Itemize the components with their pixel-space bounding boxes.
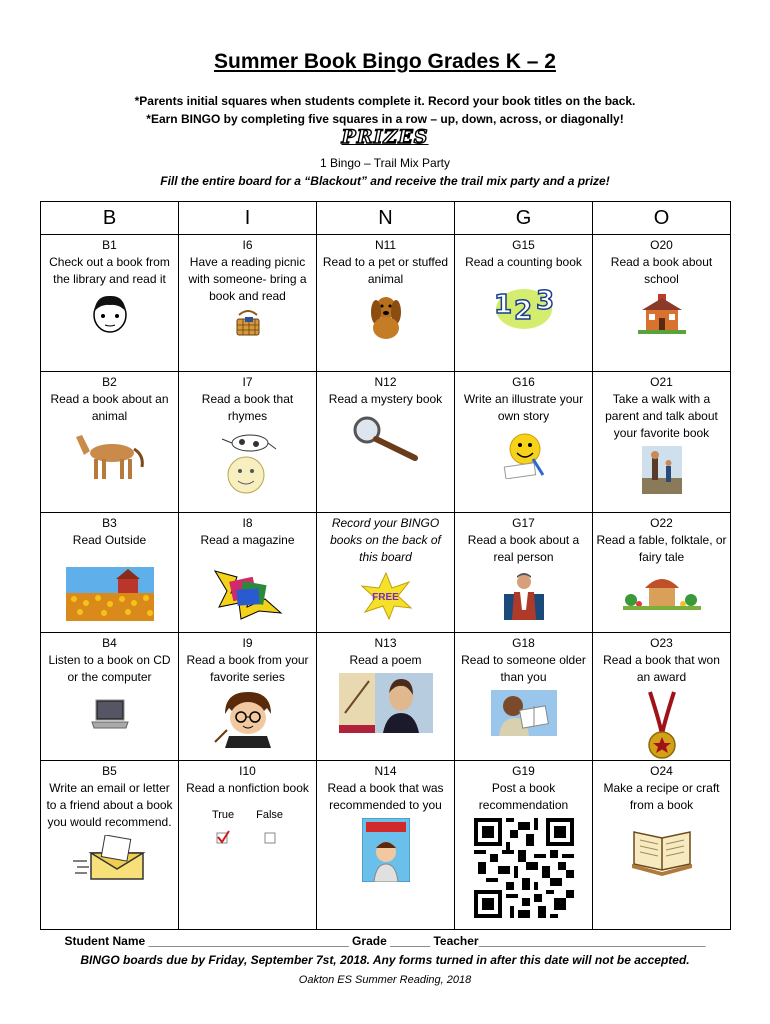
bingo-board (40, 201, 731, 930)
square-text: Read a book that rhymes (201, 392, 294, 423)
free-star-icon (359, 572, 413, 620)
magazines-icon (211, 563, 285, 621)
cow-jumping-moon-icon (218, 429, 278, 499)
bingo-square[interactable] (179, 372, 317, 513)
square-text: Read a fable, folktale, or fairy tale (596, 533, 727, 564)
column-header: I (179, 202, 317, 235)
square-code: B1 (102, 238, 117, 252)
prize-bingo: 1 Bingo – Trail Mix Party (319, 156, 451, 170)
prizes-heading: PRIZES (341, 126, 429, 148)
wizard-boy-icon (211, 690, 285, 748)
bingo-square[interactable] (179, 633, 317, 761)
square-code: O23 (650, 636, 673, 650)
poet-portrait-icon (339, 673, 433, 733)
bingo-square[interactable] (593, 372, 731, 513)
square-text: Check out a book from the library and read it (49, 255, 170, 286)
picnic-basket-icon (233, 309, 263, 339)
square-text: Read to a pet or stuffed animal (322, 255, 449, 286)
instruction-line-2: *Earn BINGO by completing five squares in a row – up, down, across, or diagonally! (146, 112, 624, 126)
bingo-square[interactable] (455, 513, 593, 633)
open-book-icon (630, 818, 694, 876)
column-header: N (317, 202, 455, 235)
page-title: Summer Book Bingo Grades K – 2 (214, 50, 556, 73)
square-text: Read to someone older than you (461, 653, 586, 684)
prize-blackout: Fill the entire board for a “Blackout” and receive the trail mix party and a prize! (160, 174, 610, 188)
square-text: Read a counting book (465, 255, 582, 269)
bingo-square[interactable] (317, 633, 455, 761)
square-code: B4 (102, 636, 117, 650)
historical-person-icon (504, 570, 544, 620)
square-text: Record your BINGO books on the back of this board (330, 516, 441, 564)
square-code: N11 (374, 238, 397, 252)
child-reading-icon (491, 690, 557, 736)
magnifying-glass-icon (349, 412, 423, 464)
board-row (41, 633, 731, 761)
bingo-square[interactable] (455, 761, 593, 930)
column-header: B (41, 202, 179, 235)
bingo-square[interactable] (41, 633, 179, 761)
true-false-icon (182, 807, 313, 850)
bingo-square[interactable] (593, 513, 731, 633)
square-text: Make a recipe or craft from a book (603, 781, 720, 812)
svg-text:1: 1 (493, 290, 512, 320)
bingo-square[interactable] (179, 761, 317, 930)
bingo-square[interactable] (179, 513, 317, 633)
free-label: FREE (372, 592, 399, 603)
bingo-square[interactable] (317, 235, 455, 372)
family-walk-icon (642, 446, 682, 494)
award-medal-icon (642, 690, 682, 760)
square-code: G19 (512, 764, 535, 778)
column-header: G (455, 202, 593, 235)
bingo-square[interactable] (455, 235, 593, 372)
square-code: O24 (650, 764, 673, 778)
bingo-square[interactable] (455, 633, 593, 761)
bingo-square[interactable] (593, 235, 731, 372)
board-row (41, 372, 731, 513)
true-label: True (211, 809, 235, 821)
board-row (41, 235, 731, 372)
square-text: Write an email or letter to a friend about a book you would recommend. (46, 781, 173, 829)
square-text: Read a mystery book (328, 392, 443, 406)
bingo-square[interactable] (41, 235, 179, 372)
square-text: Read a book that was recommended to you (327, 781, 444, 812)
square-code: I9 (242, 636, 253, 650)
bingo-square[interactable] (593, 633, 731, 761)
bingo-square[interactable] (41, 761, 179, 930)
square-code: O21 (650, 375, 673, 389)
square-code: G18 (512, 636, 535, 650)
square-code: I7 (242, 375, 253, 389)
square-code: G15 (512, 238, 535, 252)
square-code: B5 (102, 764, 117, 778)
book-cover-icon (362, 818, 410, 882)
deadline-notice: BINGO boards due by Friday, September 7st, 2018. Any forms turned in after this date will not be accepted. (80, 953, 690, 967)
smiley-writing-icon (499, 429, 549, 479)
square-code: I8 (242, 516, 253, 530)
square-text: Read a magazine (200, 533, 295, 547)
square-text: Read a book that won an award (603, 653, 720, 684)
square-text: Read a book about a real person (467, 533, 580, 564)
board-row (41, 761, 731, 930)
bingo-square[interactable] (455, 372, 593, 513)
checked-box-icon (216, 830, 230, 844)
square-text: Read a poem (349, 653, 422, 667)
column-header: O (593, 202, 731, 235)
square-text: Read a book about school (610, 255, 713, 286)
square-code: N13 (374, 636, 397, 650)
square-text: Read a book about an animal (50, 392, 169, 423)
farm-field-icon (66, 567, 154, 621)
square-text: Write an illustrate your own story (463, 392, 584, 423)
square-code: N12 (374, 375, 397, 389)
svg-text:2: 2 (513, 296, 532, 326)
square-code: N14 (374, 764, 397, 778)
dog-icon (365, 292, 407, 340)
bingo-square[interactable] (179, 235, 317, 372)
square-code: G16 (512, 375, 535, 389)
instruction-line-1: *Parents initial squares when students complete it. Record your book titles on the back. (134, 94, 636, 108)
square-text: Listen to a book on CD or the computer (48, 653, 171, 684)
bingo-square[interactable] (41, 513, 179, 633)
square-text: Take a walk with a parent and talk about your favorite book (605, 392, 718, 440)
empty-box-icon (263, 830, 277, 844)
envelope-icon (73, 835, 147, 881)
square-text: Post a book recommendation (478, 781, 569, 812)
square-code: B2 (102, 375, 117, 389)
false-label: False (256, 809, 284, 821)
square-code: I10 (239, 764, 256, 778)
bingo-square[interactable] (593, 761, 731, 930)
square-text: Read a book from your favorite series (186, 653, 309, 684)
square-text: Read Outside (72, 533, 147, 547)
school-footer: Oakton ES Summer Reading, 2018 (298, 974, 472, 986)
bingo-square[interactable] (317, 513, 455, 633)
bingo-square[interactable] (41, 372, 179, 513)
schoolhouse-icon (638, 292, 686, 334)
svg-text:3: 3 (535, 286, 554, 316)
laptop-icon (91, 698, 129, 730)
horse-icon (72, 429, 148, 483)
header-row (41, 202, 731, 235)
qr-code-icon (474, 818, 574, 918)
square-code: G17 (512, 516, 535, 530)
fairy-tale-cottage-icon (623, 570, 701, 610)
student-info-line: Student Name ______________________________ Grade ______ Teacher__________________________________ (64, 934, 706, 948)
bingo-square[interactable] (317, 372, 455, 513)
boy-face-icon (90, 292, 130, 334)
bingo-square[interactable] (317, 761, 455, 930)
square-text: Read a nonfiction book (186, 781, 309, 795)
board-row (41, 513, 731, 633)
square-code: O20 (650, 238, 673, 252)
square-text: Have a reading picnic with someone- bring a book and read (188, 255, 307, 303)
numbers-123-icon (488, 275, 560, 333)
square-code: I6 (242, 238, 253, 252)
square-code: O22 (650, 516, 673, 530)
square-code: B3 (102, 516, 117, 530)
